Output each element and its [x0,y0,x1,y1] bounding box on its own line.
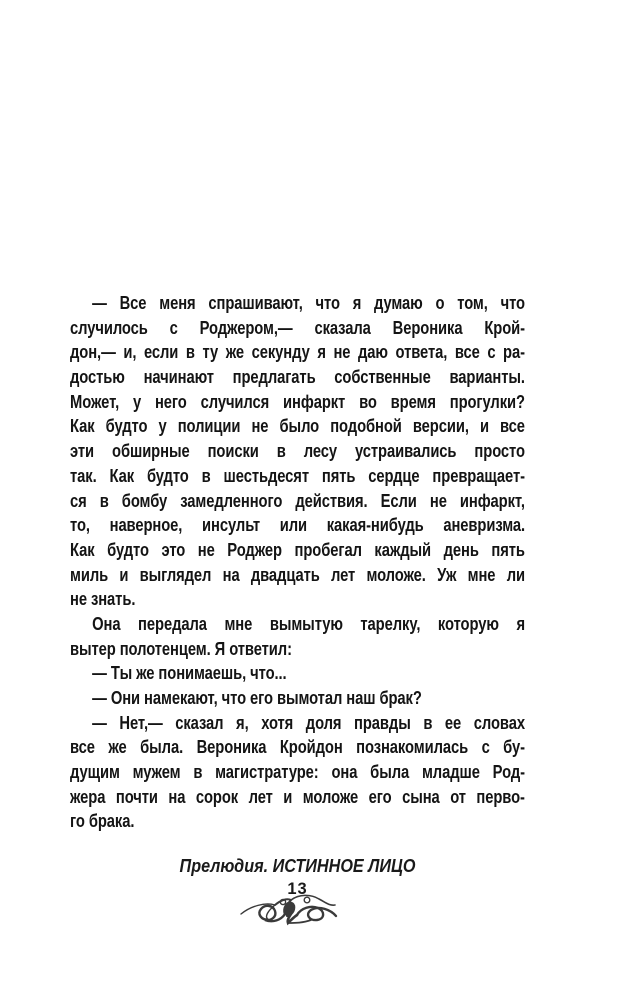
text-line: не знать. [70,589,136,610]
text-line: миль и выглядел на двадцать лет моложе. Уж мне ли [70,564,525,585]
text-line: дон,— и, если в ту же секунду я не даю ответа, все с ра- [70,342,525,363]
page-text [70,291,525,834]
text-line: Как будто у полиции не было подобной версии, и все [70,416,525,437]
text-line: Как будто это не Роджер пробегал каждый день пять [70,539,525,560]
text-line: случилось с Роджером,— сказала Вероника Крой- [70,317,525,338]
footer-ornament [70,890,525,931]
text-line: то, наверное, инсульт или какая-нибудь аневризма. [70,515,525,536]
paragraph [70,612,525,661]
text-line: — Нет,— сказал я, хотя доля правды в ее словах [92,712,525,733]
paragraph [70,711,525,834]
text-line: вытер полотенцем. Я ответил: [70,638,292,659]
paragraph [70,686,525,711]
text-line: го брака. [70,811,135,832]
running-title: Прелюдия. ИСТИННОЕ ЛИЦО [179,856,416,876]
text-line: — Ты же понимаешь, что... [92,663,287,684]
text-line: дущим мужем в магистратуре: она была младше Род- [70,762,525,783]
text-line: — Все меня спрашивают, что я думаю о том, что [92,293,525,313]
paragraph [70,661,525,686]
page-number: 13 [287,880,308,898]
text-line: Она передала мне вымытую тарелку, которую я [92,613,525,634]
text-line: жера почти на сорок лет и моложе его сына от перво- [70,786,525,807]
text-line: эти обширные поиски в лесу устраивались просто [70,441,525,462]
flourish-ornament-icon [239,890,339,926]
text-line: — Они намекают, что его вымотал наш брак? [92,688,422,708]
paragraph [70,291,525,612]
text-line: Может, у него случился инфаркт во время прогулки? [70,391,525,412]
text-line: так. Как будто в шестьдесят пять сердце превращает- [70,465,525,486]
text-line: все же была. Вероника Кройдон познакомилась с бу- [70,737,525,758]
text-line: ся в бомбу замедленного действия. Если не инфаркт, [70,490,525,511]
text-line: достью начинают предлагать собственные варианты. [70,367,525,388]
